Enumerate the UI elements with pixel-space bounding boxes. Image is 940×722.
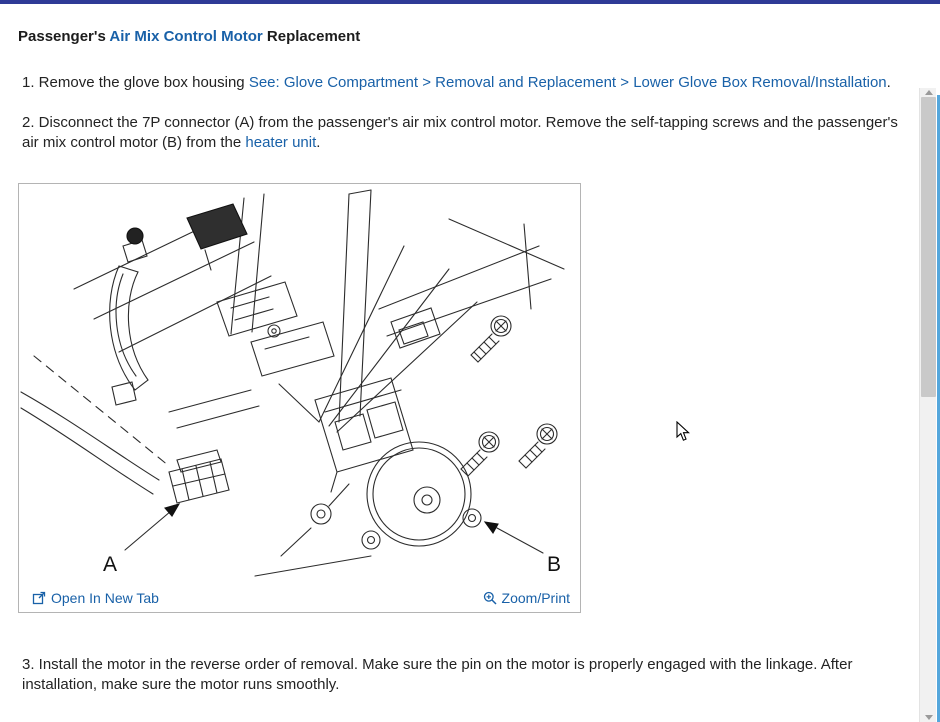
figure-box	[18, 183, 581, 613]
step-2	[18, 113, 905, 153]
figure-label-b: B	[547, 553, 562, 576]
scroll-up-arrow-icon[interactable]	[925, 90, 933, 95]
zoom-print-link[interactable]	[483, 590, 570, 606]
scrollbar-thumb[interactable]	[921, 97, 936, 397]
air-mix-control-motor-link[interactable]: Air Mix Control Motor	[109, 28, 263, 45]
self-tapping-screws	[461, 316, 557, 476]
scroll-down-arrow-icon[interactable]	[925, 715, 933, 720]
dashboard-structure	[74, 190, 564, 576]
document-content	[0, 4, 915, 695]
glove-compartment-removal-link[interactable]: See: Glove Compartment > Removal and Replacement > Lower Glove Box Removal/Installation	[248, 74, 887, 91]
step-1-text: 1. Remove the glove box housing	[22, 74, 245, 91]
step-2-tail: .	[316, 134, 321, 151]
left-bracket	[34, 228, 169, 466]
step-1	[18, 73, 905, 93]
step-3	[18, 655, 905, 695]
air-mix-motor-illustration	[19, 184, 580, 584]
open-in-new-tab-label: Open In New Tab	[51, 590, 159, 606]
zoom-magnifier-icon	[483, 591, 497, 605]
step-2-text: 2. Disconnect the 7P connector (A) from the passenger's air mix control motor. Remove the self-tapping screws and the passenger's air mix control motor (B) from the	[22, 114, 898, 151]
title-suffix: Replacement	[266, 28, 361, 45]
open-in-new-tab-link[interactable]	[32, 590, 159, 606]
figure-label-a: A	[103, 553, 118, 576]
heater-unit-link[interactable]: heater unit	[245, 134, 317, 151]
step-1-tail: .	[886, 74, 891, 91]
motor-b	[311, 378, 481, 549]
title-prefix: Passenger's	[18, 28, 106, 45]
callout-arrows	[125, 504, 543, 553]
vertical-scrollbar[interactable]	[919, 88, 936, 722]
figure-toolbar	[19, 584, 580, 612]
step-3-text: 3. Install the motor in the reverse order of removal. Make sure the pin on the motor is properly engaged with the linkage. After installation, make sure the motor runs smoothly.	[22, 656, 853, 693]
connector-a	[169, 450, 229, 503]
technical-line-drawing	[19, 184, 580, 584]
wire-harness	[21, 392, 159, 494]
open-in-new-tab-icon	[32, 591, 46, 605]
mouse-cursor	[676, 421, 691, 448]
page-title	[18, 28, 905, 46]
zoom-print-label: Zoom/Print	[501, 590, 570, 606]
